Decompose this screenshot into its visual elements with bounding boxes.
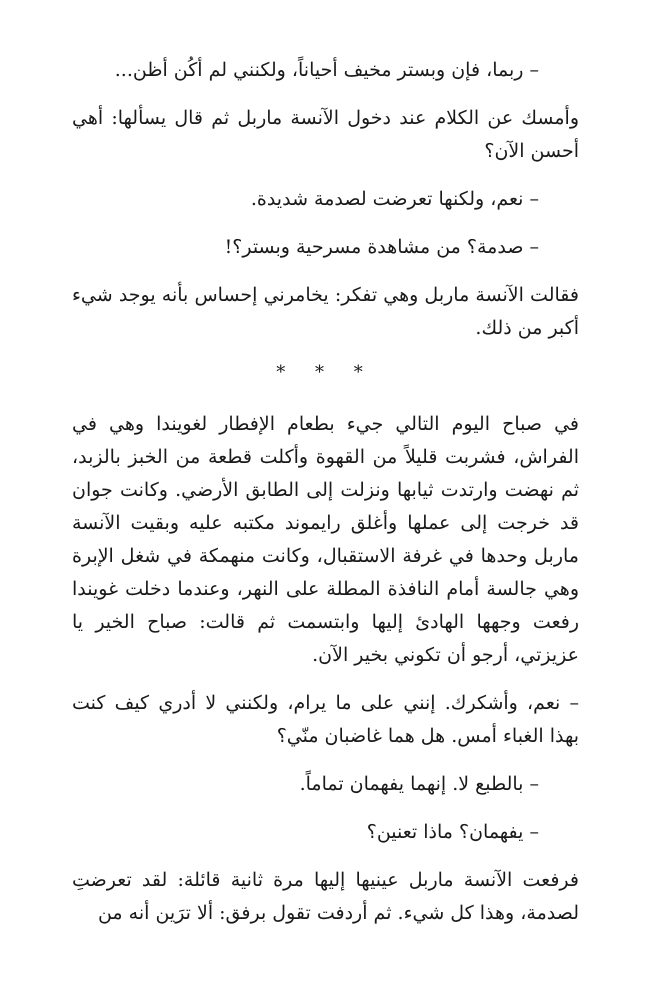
narration-paragraph: وأمسك عن الكلام عند دخول الآنسة ماربل ثم قال يسألها: أهي أحسن الآن؟: [72, 107, 579, 162]
dialogue-line: – نعم، ولكنها تعرضت لصدمة شديدة.: [250, 188, 539, 210]
narration-paragraph: في صباح اليوم التالي جيء بطعام الإفطار لغويندا وهي في الفراش، فشربت قليلاً من القهوة وأكلت قطعة من الخبز بالزبد، ثم نهضت وارتدت ثيابها ونزلت إلى الطابق الأرضي. وكانت جوان قد خرجت إلى عملها وأغلق رايموند مكتبه عليه وبقيت الآنسة ماربل وحدها في غرفة الاستقبال، وكانت منهمكة في شغل الإبرة وهي جالسة أمام النافذة المطلة على النهر، وعندما دخلت غويندا رفعت وجهها الهادئ إليها وابتسمت ثم قالت: صباح الخير يا عزيزتي، أرجو أن تكوني بخير الآن.: [72, 413, 579, 666]
dialogue-line: – يفهمان؟ ماذا تعنين؟: [366, 821, 539, 843]
dialogue-line: – صدمة؟ من مشاهدة مسرحية وبستر؟!: [224, 236, 539, 258]
dialogue-line: – ربما، فإن وبستر مخيف أحياناً، ولكنني لم أكُن أظن...: [114, 59, 539, 81]
section-separator: * * *: [276, 362, 375, 383]
narration-paragraph: فرفعت الآنسة ماربل عينيها إليها مرة ثانية قائلة: لقد تعرضتِ لصدمة، وهذا كل شيء. ثم أردفت تقول برفق: ألا ترَين أنه من: [72, 869, 579, 924]
dialogue-line: – بالطبع لا. إنهما يفهمان تماماً.: [299, 773, 539, 795]
narration-paragraph: فقالت الآنسة ماربل وهي تفكر: يخامرني إحساس بأنه يوجد شيء أكبر من ذلك.: [72, 284, 579, 339]
dialogue-paragraph: – نعم، وأشكرك. إنني على ما يرام، ولكنني لا أدري كيف كنت بهذا الغباء أمس. هل هما غاضبان منّي؟: [72, 692, 579, 747]
